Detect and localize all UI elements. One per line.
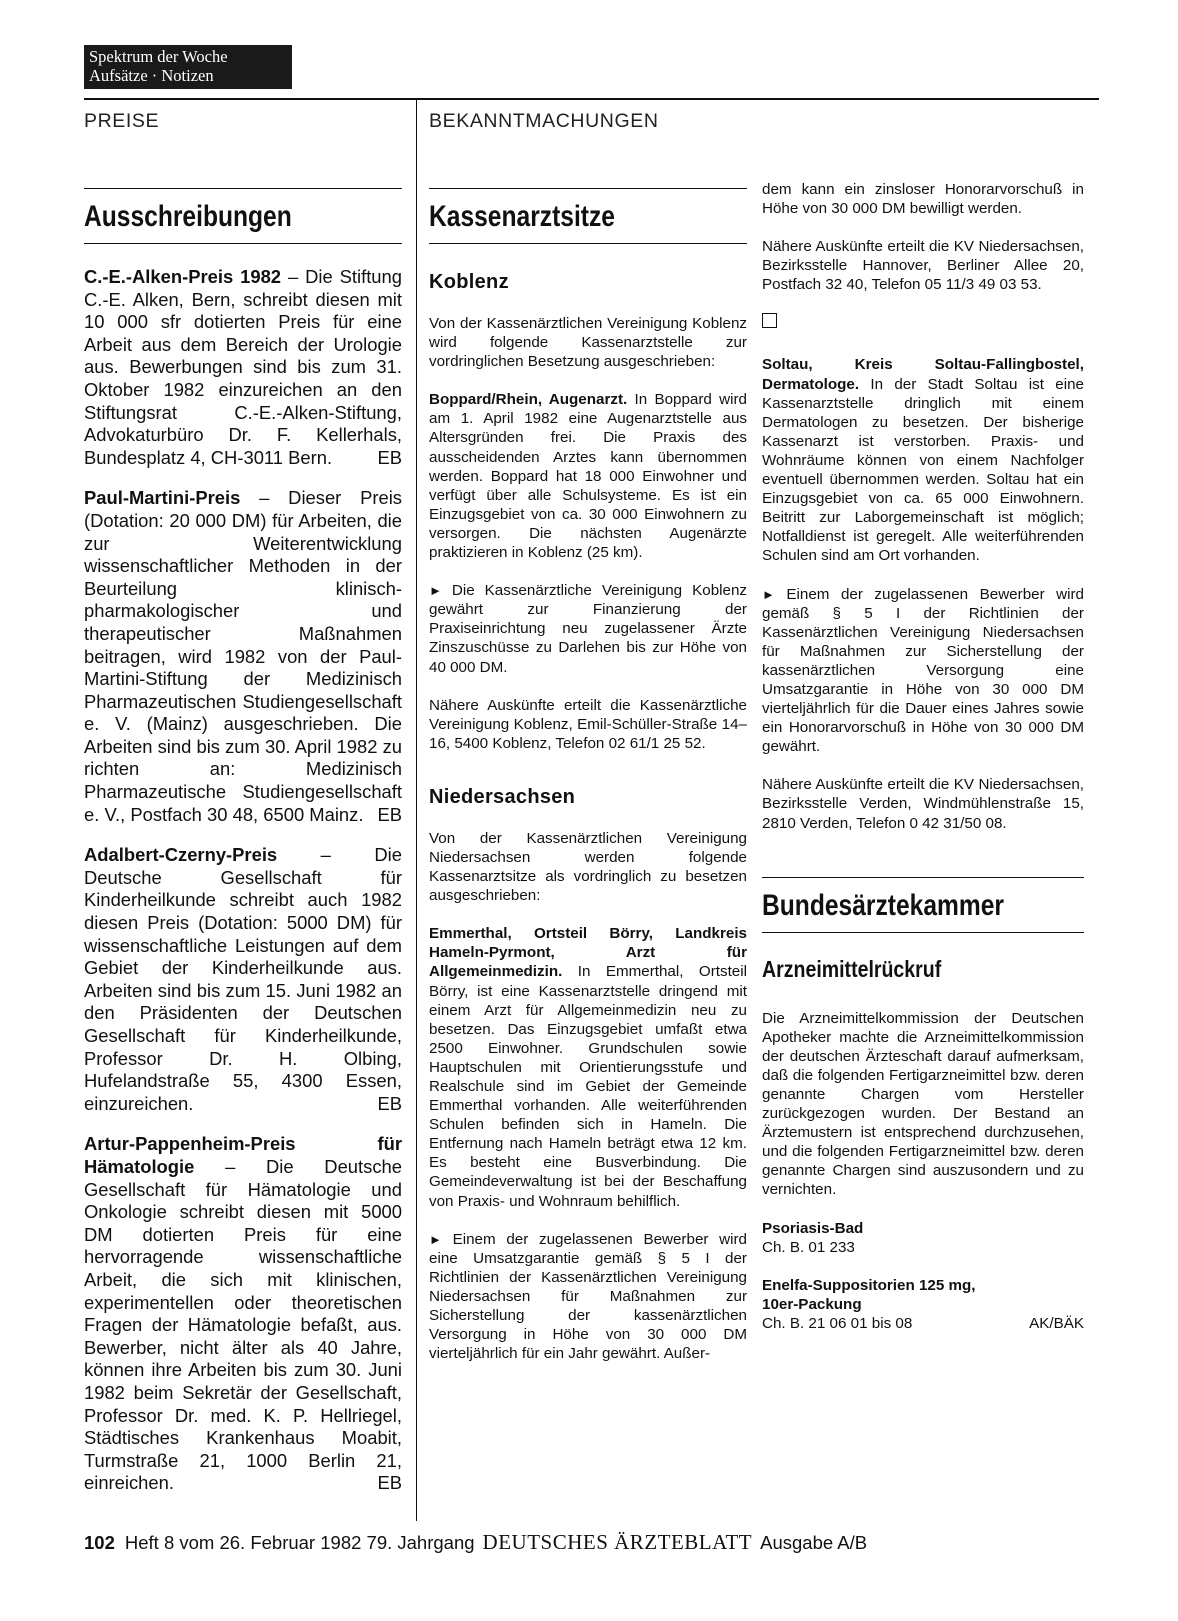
masthead-line1: Spektrum der Woche bbox=[89, 47, 228, 66]
notice-paragraph: Nähere Auskünfte erteilt die KV Niedersachsen, Bezirksstelle Hannover, Berliner Allee 20, Postfach 32 40, Telefon 05 11/3 49 03 53. bbox=[762, 238, 1084, 294]
section-label-preise: PREISE bbox=[84, 110, 160, 132]
issue-info: Heft 8 vom 26. Februar 1982 79. Jahrgang bbox=[124, 1532, 475, 1553]
notice-paragraph: Nähere Auskünfte erteilt die KV Niedersachsen, Bezirksstelle Verden, Windmühlenstraße 15, 2810 Verden, Telefon 0 42 31/50 08. bbox=[762, 776, 1084, 832]
notice-paragraph: Von der Kassenärztlichen Vereinigung Koblenz wird folgende Kassenarztstelle zur vordringlichen Besetzung ausgeschrieben: bbox=[429, 315, 747, 371]
top-rule bbox=[84, 98, 1099, 100]
square-icon bbox=[762, 313, 777, 328]
masthead-line2: Aufsätze · Notizen bbox=[89, 66, 214, 85]
subhead-koblenz: Koblenz bbox=[429, 271, 509, 293]
notice-paragraph: Boppard/Rhein, Augenarzt. In Boppard wird am 1. April 1982 eine Augenarztstelle aus Altersgründen frei. Die Praxis des ausscheidenden Arztes kann übernommen werden. Boppard hat 18 000 Einwohner und verfügt über alle Schulsysteme. Es ist ein Einzugsgebiet von ca. 30 000 Einwohnern zu versorgen. Die nächsten Augenärzte praktizieren in Koblenz (25 km). bbox=[429, 391, 747, 562]
subhead-arzneimittelrueckruf: Arzneimittelrückruf bbox=[762, 955, 942, 982]
prize-entry: Artur-Pappenheim-Preis für Hämatologie – Die Deutsche Gesellschaft für Hämatologie und Onkologie schreibt diesen mit 5000 DM dotierten Preis für eine hervorragende wissenschaftliche Arbeit, die sich mit klinischen, experimentellen oder theoretischen Fragen der Hämatologie befaßt, aus. Bewerber, nicht älter als 40 Jahre, können ihre Arbeiten bis zum 30. Juni 1982 beim Sekretär der Gesellschaft, Professor Dr. med. K. P. Hellriegel, Städtisches Krankenhaus Moabit, Turmstraße 21, 1000 Berlin 21, einreichen. EB bbox=[84, 1133, 402, 1494]
subhead-niedersachsen: Niedersachsen bbox=[429, 785, 576, 808]
drug-entry: Psoriasis-Bad Ch. B. 01 233 bbox=[762, 1219, 864, 1256]
notice-paragraph: ► Einem der zugelassenen Bewerber wird gemäß § 5 I der Richtlinien der Kassenärztlichen Vereinigung Niedersachsen für Maßnahmen zur Sicherstellung der kassenärztlichen Versorgung eine Umsatzgarantie in Höhe von 30 000 DM vierteljährlich für die Dauer eines Jahres sowie ein Honorarvorschuß in Höhe von 30 000 DM gewährt. bbox=[762, 585, 1084, 756]
notice-paragraph: Die Arzneimittelkommission der Deutschen Apotheker machte die Arzneimittelkommission der deutschen Ärzteschaft darauf aufmerksam, daß die folgenden Fertigarzneimittel bzw. deren genannte Chargen vom Hersteller zurückgezogen wurden. Der Bestand an Ärztemustern ist entsprechend durchzusehen, und die folgenden Fertigarzneimittel bzw. deren genannte Chargen sind auszusondern und zu vernichten. bbox=[762, 1009, 1084, 1199]
headline-rule-bottom bbox=[429, 243, 747, 244]
page-footer bbox=[84, 1530, 867, 1555]
section-label-bekanntmachungen: BEKANNTMACHUNGEN bbox=[429, 110, 659, 132]
notice-paragraph: Nähere Auskünfte erteilt die Kassenärztliche Vereinigung Koblenz, Emil-Schüller-Straße 14–16, 5400 Koblenz, Telefon 02 61/1 25 52. bbox=[429, 696, 747, 752]
headline-rule-bottom bbox=[762, 932, 1084, 933]
column-divider bbox=[416, 98, 417, 1521]
prize-entry: C.-E.-Alken-Preis 1982 – Die Stiftung C.-E. Alken, Bern, schreibt diesen mit 10 000 sfr dotierten Preis für eine Arbeit aus dem Bereich der Urologie aus. Bewerbungen sind bis zum 31. Oktober 1982 einzureichen an den Stiftungsrat C.-E.-Alken-Stiftung, Advokaturbüro Dr. F. Kellerhals, Bundesplatz 4, CH-3011 Bern. EB bbox=[84, 266, 402, 468]
notice-paragraph: Von der Kassenärztlichen Vereinigung Niedersachsen werden folgende Kassenarztsitze als vordringlich zu besetzen ausgeschrieben: bbox=[429, 829, 747, 905]
headline-bundesaerztekammer: Bundesärztekammer bbox=[762, 888, 1005, 922]
triangle-bullet-icon: ► bbox=[429, 1231, 442, 1247]
notice-paragraph: ► Einem der zugelassenen Bewerber wird eine Umsatzgarantie gemäß § 5 I der Richtlinien der Kassenärztlichen Vereinigung Niedersachsen für Maßnahmen zur Sicherstellung der kassenärztlichen Versorgung in Höhe von 30 000 DM vierteljährlich für ein Jahr gewährt. Außer- bbox=[429, 1230, 747, 1363]
triangle-bullet-icon: ► bbox=[429, 583, 442, 599]
headline-kassenarztsitze: Kassenarztsitze bbox=[429, 200, 615, 233]
signature: AK/BÄK bbox=[1029, 1314, 1084, 1332]
triangle-bullet-icon: ► bbox=[762, 586, 775, 602]
column-right bbox=[762, 180, 1084, 1352]
prize-entry: Paul-Martini-Preis – Dieser Preis (Dotation: 20 000 DM) für Arbeiten, die zur Weiterentwicklung wissenschaftlicher Methoden in der Beurteilung klinisch-pharmakologischer und therapeutischer Maßnahmen beitragen, wird 1982 von der Paul-Martini-Stiftung der Medizinisch Pharmazeutischen Studiengesellschaft e. V. (Mainz) ausgeschrieben. Die Arbeiten sind bis zum 30. April 1982 zu richten an: Medizinisch Pharmazeutische Studiengesellschaft e. V., Postfach 30 48, 6500 Mainz. EB bbox=[84, 487, 402, 825]
headline-rule-bottom bbox=[84, 243, 402, 244]
notice-paragraph: Emmerthal, Ortsteil Börry, Landkreis Hameln-Pyrmont, Arzt für Allgemeinmedizin. In Emmerthal, Ortsteil Börry, ist eine Kassenarztstelle dringend mit einem Arzt für Allgemeinmedizin neu zu besetzen. Das Einzugsgebiet umfaßt etwa 2500 Einwohner. Grundschulen sowie Hauptschulen mit Orientierungsstufe und Realschule sind im Gebiet der Gemeinde Emmerthal vorhanden. Alle weiterführenden Schulen befinden sich in Hameln. Die Entfernung nach Hameln beträgt etwa 12 km. Es besteht eine Busverbindung. Die Gemeindeverwaltung ist bei der Beschaffung von Praxis- und Wohnraum behilflich. bbox=[429, 925, 747, 1210]
prize-entry: Adalbert-Czerny-Preis – Die Deutsche Gesellschaft für Kinderheilkunde schreibt auch 1982 diesen Preis (Dotation: 5000 DM) für wissenschaftliche Leistungen auf dem Gebiet der Kinderheilkunde aus. Arbeiten sind bis zum 15. Juni 1982 an den Präsidenten der Deutschen Gesellschaft für Kinderheilkunde, Professor Dr. H. Olbing, Hufelandstraße 55, 4300 Essen, einzureichen. EB bbox=[84, 844, 402, 1114]
masthead bbox=[84, 45, 292, 89]
notice-paragraph: Soltau, Kreis Soltau-Fallingbostel, Dermatologe. In der Stadt Soltau ist eine Kassenarztstelle dringlich mit einem Dermatologen zu besetzen. Der bisherige Kassenarzt ist verstorben. Praxis- und Wohnräume können von einem Nachfolger eventuell übernommen werden. Soltau hat ein Einzugsgebiet von ca. 65 000 Einwohnern. Beitritt zur Laborgemeinschaft ist möglich; Notfalldienst ist geregelt. Alle weiterführenden Schulen sind am Ort vorhanden. bbox=[762, 356, 1084, 565]
notice-paragraph: dem kann ein zinsloser Honorarvorschuß in Höhe von 30 000 DM bewilligt werden. bbox=[762, 181, 1084, 218]
separator-box bbox=[762, 313, 1084, 333]
column-preise bbox=[84, 188, 402, 1513]
drug-entry: Enelfa-Suppositorien 125 mg, 10er-Packung Ch. B. 21 06 01 bis 08 AK/BÄK bbox=[762, 1276, 1084, 1332]
notice-paragraph: ► Die Kassenärztliche Vereinigung Koblenz gewährt zur Finanzierung der Praxiseinrichtung neu zugelassener Ärzte Zinszuschüsse zu Darlehen bis zur Höhe von 40 000 DM. bbox=[429, 582, 747, 676]
journal-name: DEUTSCHES ÄRZTEBLATT bbox=[482, 1530, 753, 1554]
page-number: 102 bbox=[84, 1532, 115, 1553]
edition: Ausgabe A/B bbox=[760, 1532, 868, 1553]
column-kassenarztsitze bbox=[429, 188, 747, 1382]
headline-ausschreibungen: Ausschreibungen bbox=[84, 200, 292, 233]
